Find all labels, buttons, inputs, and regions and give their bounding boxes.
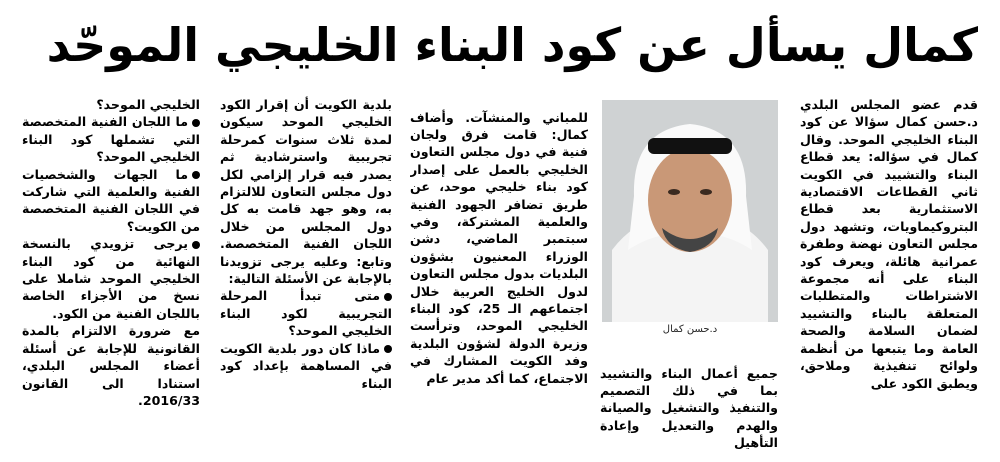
question-text: متى تبدأ المرحلة التجريبية لكود البناء الخليجي الموحد؟	[220, 288, 392, 339]
article-column-1	[800, 96, 978, 452]
question-text: ما اللجان الفنية المتخصصة التي تشملها كود البناء الخليجي الموحد؟	[22, 114, 200, 165]
column-1-text: قدم عضو المجلس البلدي د.حسن كمال سؤالا عن كود البناء الخليجي الموحد. وقال كمال في سؤاله: يعد قطاع البناء والتشييد في الكويت ثاني القطاعات الاقتصادية الاستثمارية بعد قطاع البتروكيماويات، وتشهد دول مجلس التعاون نهضة وطفرة عمرانية هائلة، ويعرف كود البناء على أنه مجموعة الاشتراطات والمتطلبات المتعلقة بالبناء والتشييد لضمان السلامة والصحة العامة وما يتبعها من أنظمة ولوائح تنفيذية وملاحق، ويطبق الكود على	[800, 97, 978, 391]
column-4-intro: الخليجي الموحد؟	[96, 97, 200, 112]
column-3-question-2	[220, 340, 392, 392]
bullet-icon	[384, 345, 392, 353]
column-4-question-2	[22, 166, 200, 236]
article-column-under-photo	[600, 352, 778, 452]
under-photo-text: جميع أعمال البناء والتشييد بما في ذلك التصميم والتنفيذ والتشغيل والصيانة والهدم والتعديل وإعادة التأهيل	[600, 365, 778, 451]
portrait-photo	[602, 100, 778, 322]
question-text: ما الجهات والشخصيات الفنية والعلمية التي شاركت في اللجان الفنية المتخصصة من الكويت؟	[22, 166, 200, 234]
column-3-text: بلدية الكويت أن إقرار الكود الخليجي الموحد سيكون لمدة ثلاث سنوات كمرحلة تجريبية واسترشادية ثم يصدر فيه قرار إلزامي لكل دول مجلس التعاون للالتزام به، وهو جهد قامت به كل دول المجلس من خلال اللجان الفنية المتخصصة. وتابع: وعليه يرجى تزويدنا بالإجابة عن الأسئلة التالية:	[220, 97, 392, 287]
portrait-illustration	[602, 100, 778, 322]
question-text: ماذا كان دور بلدية الكويت في المساهمة بإعداد كود البناء	[220, 340, 392, 391]
article-column-2	[410, 96, 588, 452]
column-4-question-3	[22, 235, 200, 322]
bullet-icon	[192, 171, 200, 179]
column-4-ending: مع ضرورة الالتزام بالمدة القانونية للإجابة عن أسئلة أعضاء المجلس البلدي، استنادا الى القانون 2016/33.	[22, 323, 200, 408]
bullet-icon	[192, 241, 200, 249]
bullet-icon	[384, 293, 392, 301]
article-column-4	[22, 96, 200, 452]
column-2-text: للمباني والمنشآت. وأضاف كمال: قامت فرق ولجان فنية في دول مجلس التعاون الخليجي بالعمل على إصدار كود بناء خليجي موحد، عن طريق تضافر الجهود الفنية والعلمية المشتركة، وفي سبتمبر الماضي، دشن الوزراء المعنيون بشؤون البلديات بدول مجلس التعاون لدول الخليج العربية خلال اجتماعهم الـ 25، كود البناء الخليجي الموحد، وترأست وزيرة الدولة لشؤون البلدية وفد الكويت المشارك في الاجتماع، كما أكد مدير عام	[410, 109, 588, 386]
column-3-question-1	[220, 287, 392, 339]
column-4-question-1	[22, 113, 200, 165]
question-text: يرجى تزويدي بالنسخة النهائية من كود البناء الخليجي الموحد شاملا على نسخ من الأجزاء الخاصة باللجان الفنية من الكود.	[22, 236, 200, 321]
photo-caption: د.حسن كمال	[662, 324, 718, 335]
article-column-3	[220, 96, 392, 452]
article-headline: كمال يسأل عن كود البناء الخليجي الموحّد	[46, 18, 978, 72]
bullet-icon	[192, 119, 200, 127]
